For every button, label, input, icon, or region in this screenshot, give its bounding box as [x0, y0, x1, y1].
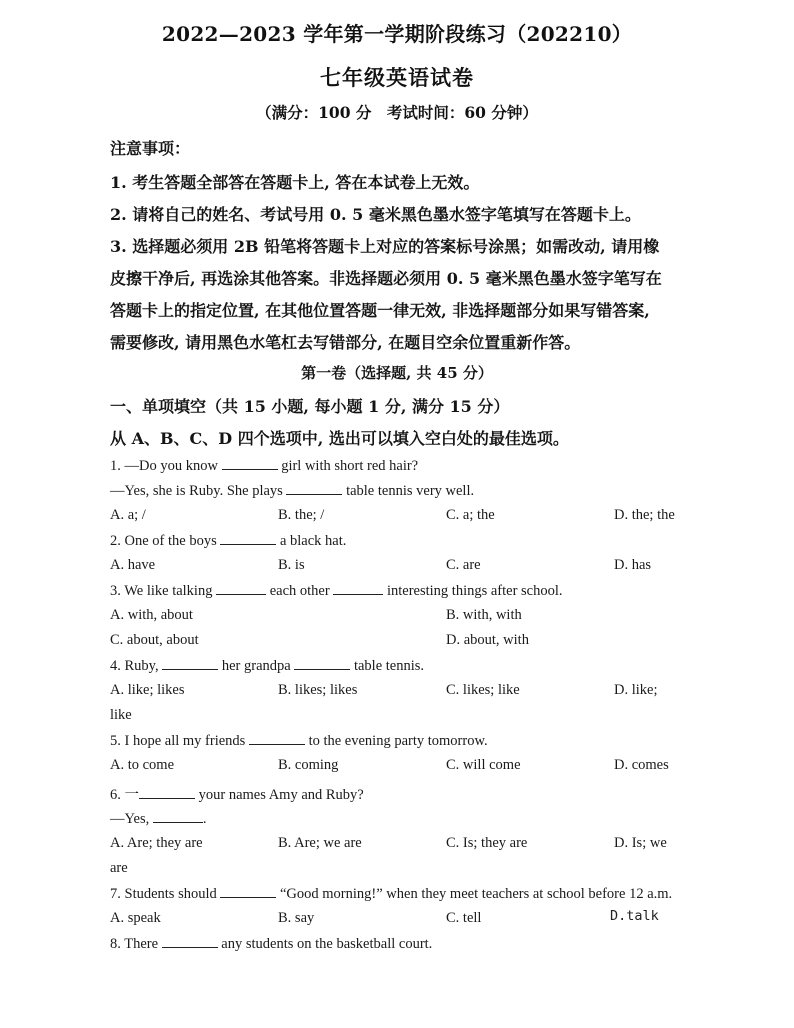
question-2: 2. One of the boys a black hat.	[110, 533, 347, 549]
note-line-1: 1. 考生答题全部答在答题卡上, 答在本试卷上无效。	[110, 173, 480, 192]
q2-option-b: B. is	[278, 557, 305, 573]
q5-option-b: B. coming	[278, 757, 339, 773]
note-line-3b: 皮擦干净后, 再选涂其他答案。非选择题必须用 0. 5 毫米黑色墨水签字笔写在	[110, 269, 662, 288]
question-3: 3. We like talking each other interesting things after school.	[110, 583, 563, 599]
q3-option-b: B. with, with	[446, 607, 522, 623]
q6-option-c: C. Is; they are	[446, 835, 528, 851]
q3-option-c: C. about, about	[110, 632, 199, 648]
question-1-line-2: —Yes, she is Ruby. She plays table tennis very well.	[110, 483, 475, 499]
q4-option-a: A. like; likes	[110, 682, 185, 698]
answer-blank	[249, 732, 305, 745]
answer-blank	[220, 885, 276, 898]
q1-option-d: D. the; the	[614, 507, 675, 523]
q1-option-c: C. a; the	[446, 507, 495, 523]
q1-option-a: A. a; /	[110, 507, 146, 523]
question-8: 8. There any students on the basketball court.	[110, 936, 433, 952]
answer-blank	[162, 657, 218, 670]
section-instruction: 从 A、B、C、D 四个选项中, 选出可以填入空白处的最佳选项。	[110, 429, 569, 448]
answer-blank	[220, 532, 276, 545]
exam-info: （满分：100 分 考试时间：60 分钟）	[256, 103, 538, 122]
q3-option-d: D. about, with	[446, 632, 529, 648]
exam-title: 2022—2023 学年第一学期阶段练习（202210）	[161, 22, 633, 46]
q5-option-a: A. to come	[110, 757, 175, 773]
q5-option-c: C. will come	[446, 757, 521, 773]
part-title: 第一卷（选择题, 共 45 分）	[301, 364, 493, 382]
answer-blank	[153, 810, 203, 823]
q4-option-d: D. like;	[614, 682, 658, 698]
question-1-line-1: 1. —Do you know girl with short red hair?	[110, 458, 419, 474]
q6-option-d: D. Is; we	[614, 835, 667, 851]
q2-option-a: A. have	[110, 557, 156, 573]
q7-option-b: B. say	[278, 910, 315, 926]
q4-option-d-wrap: like	[110, 707, 132, 723]
q4-option-b: B. likes; likes	[278, 682, 358, 698]
note-line-3a: 3. 选择题必须用 2B 铅笔将答题卡上对应的答案标号涂黑；如需改动, 请用橡	[110, 237, 660, 256]
q7-option-a: A. speak	[110, 910, 161, 926]
question-6-line-2: —Yes, .	[110, 811, 207, 827]
question-7: 7. Students should “Good morning!” when they meet teachers at school before 12 a.m.	[110, 886, 673, 902]
answer-blank	[162, 935, 218, 948]
q6-option-d-wrap: are	[110, 860, 128, 876]
q5-option-d: D. comes	[614, 757, 669, 773]
question-5: 5. I hope all my friends to the evening party tomorrow.	[110, 733, 488, 749]
answer-blank	[333, 582, 383, 595]
q6-option-a: A. Are; they are	[110, 835, 203, 851]
note-line-2: 2. 请将自己的姓名、考试号用 0. 5 毫米黑色墨水签字笔填写在答题卡上。	[110, 205, 641, 224]
question-4: 4. Ruby, her grandpa table tennis.	[110, 658, 425, 674]
question-6-line-1: 6. 一 your names Amy and Ruby?	[110, 787, 364, 803]
note-line-3d: 需要修改, 请用黑色水笔杠去写错部分, 在题目空余位置重新作答。	[110, 333, 581, 352]
q2-option-d: D. has	[614, 557, 652, 573]
answer-blank	[139, 786, 195, 799]
q3-option-a: A. with, about	[110, 607, 193, 623]
answer-blank	[286, 482, 342, 495]
notes-heading: 注意事项：	[110, 139, 191, 158]
q7-option-d: D.talk	[610, 908, 659, 924]
answer-blank	[294, 657, 350, 670]
q2-option-c: C. are	[446, 557, 481, 573]
section-heading: 一、单项填空（共 15 小题, 每小题 1 分, 满分 15 分）	[110, 397, 510, 416]
q7-option-c: C. tell	[446, 910, 482, 926]
answer-blank	[216, 582, 266, 595]
note-line-3c: 答题卡上的指定位置, 在其他位置答题一律无效, 非选择题部分如果写错答案,	[110, 301, 650, 320]
q6-option-b: B. Are; we are	[278, 835, 362, 851]
q1-option-b: B. the; /	[278, 507, 325, 523]
q4-option-c: C. likes; like	[446, 682, 520, 698]
answer-blank	[222, 457, 278, 470]
exam-subtitle: 七年级英语试卷	[320, 65, 474, 90]
